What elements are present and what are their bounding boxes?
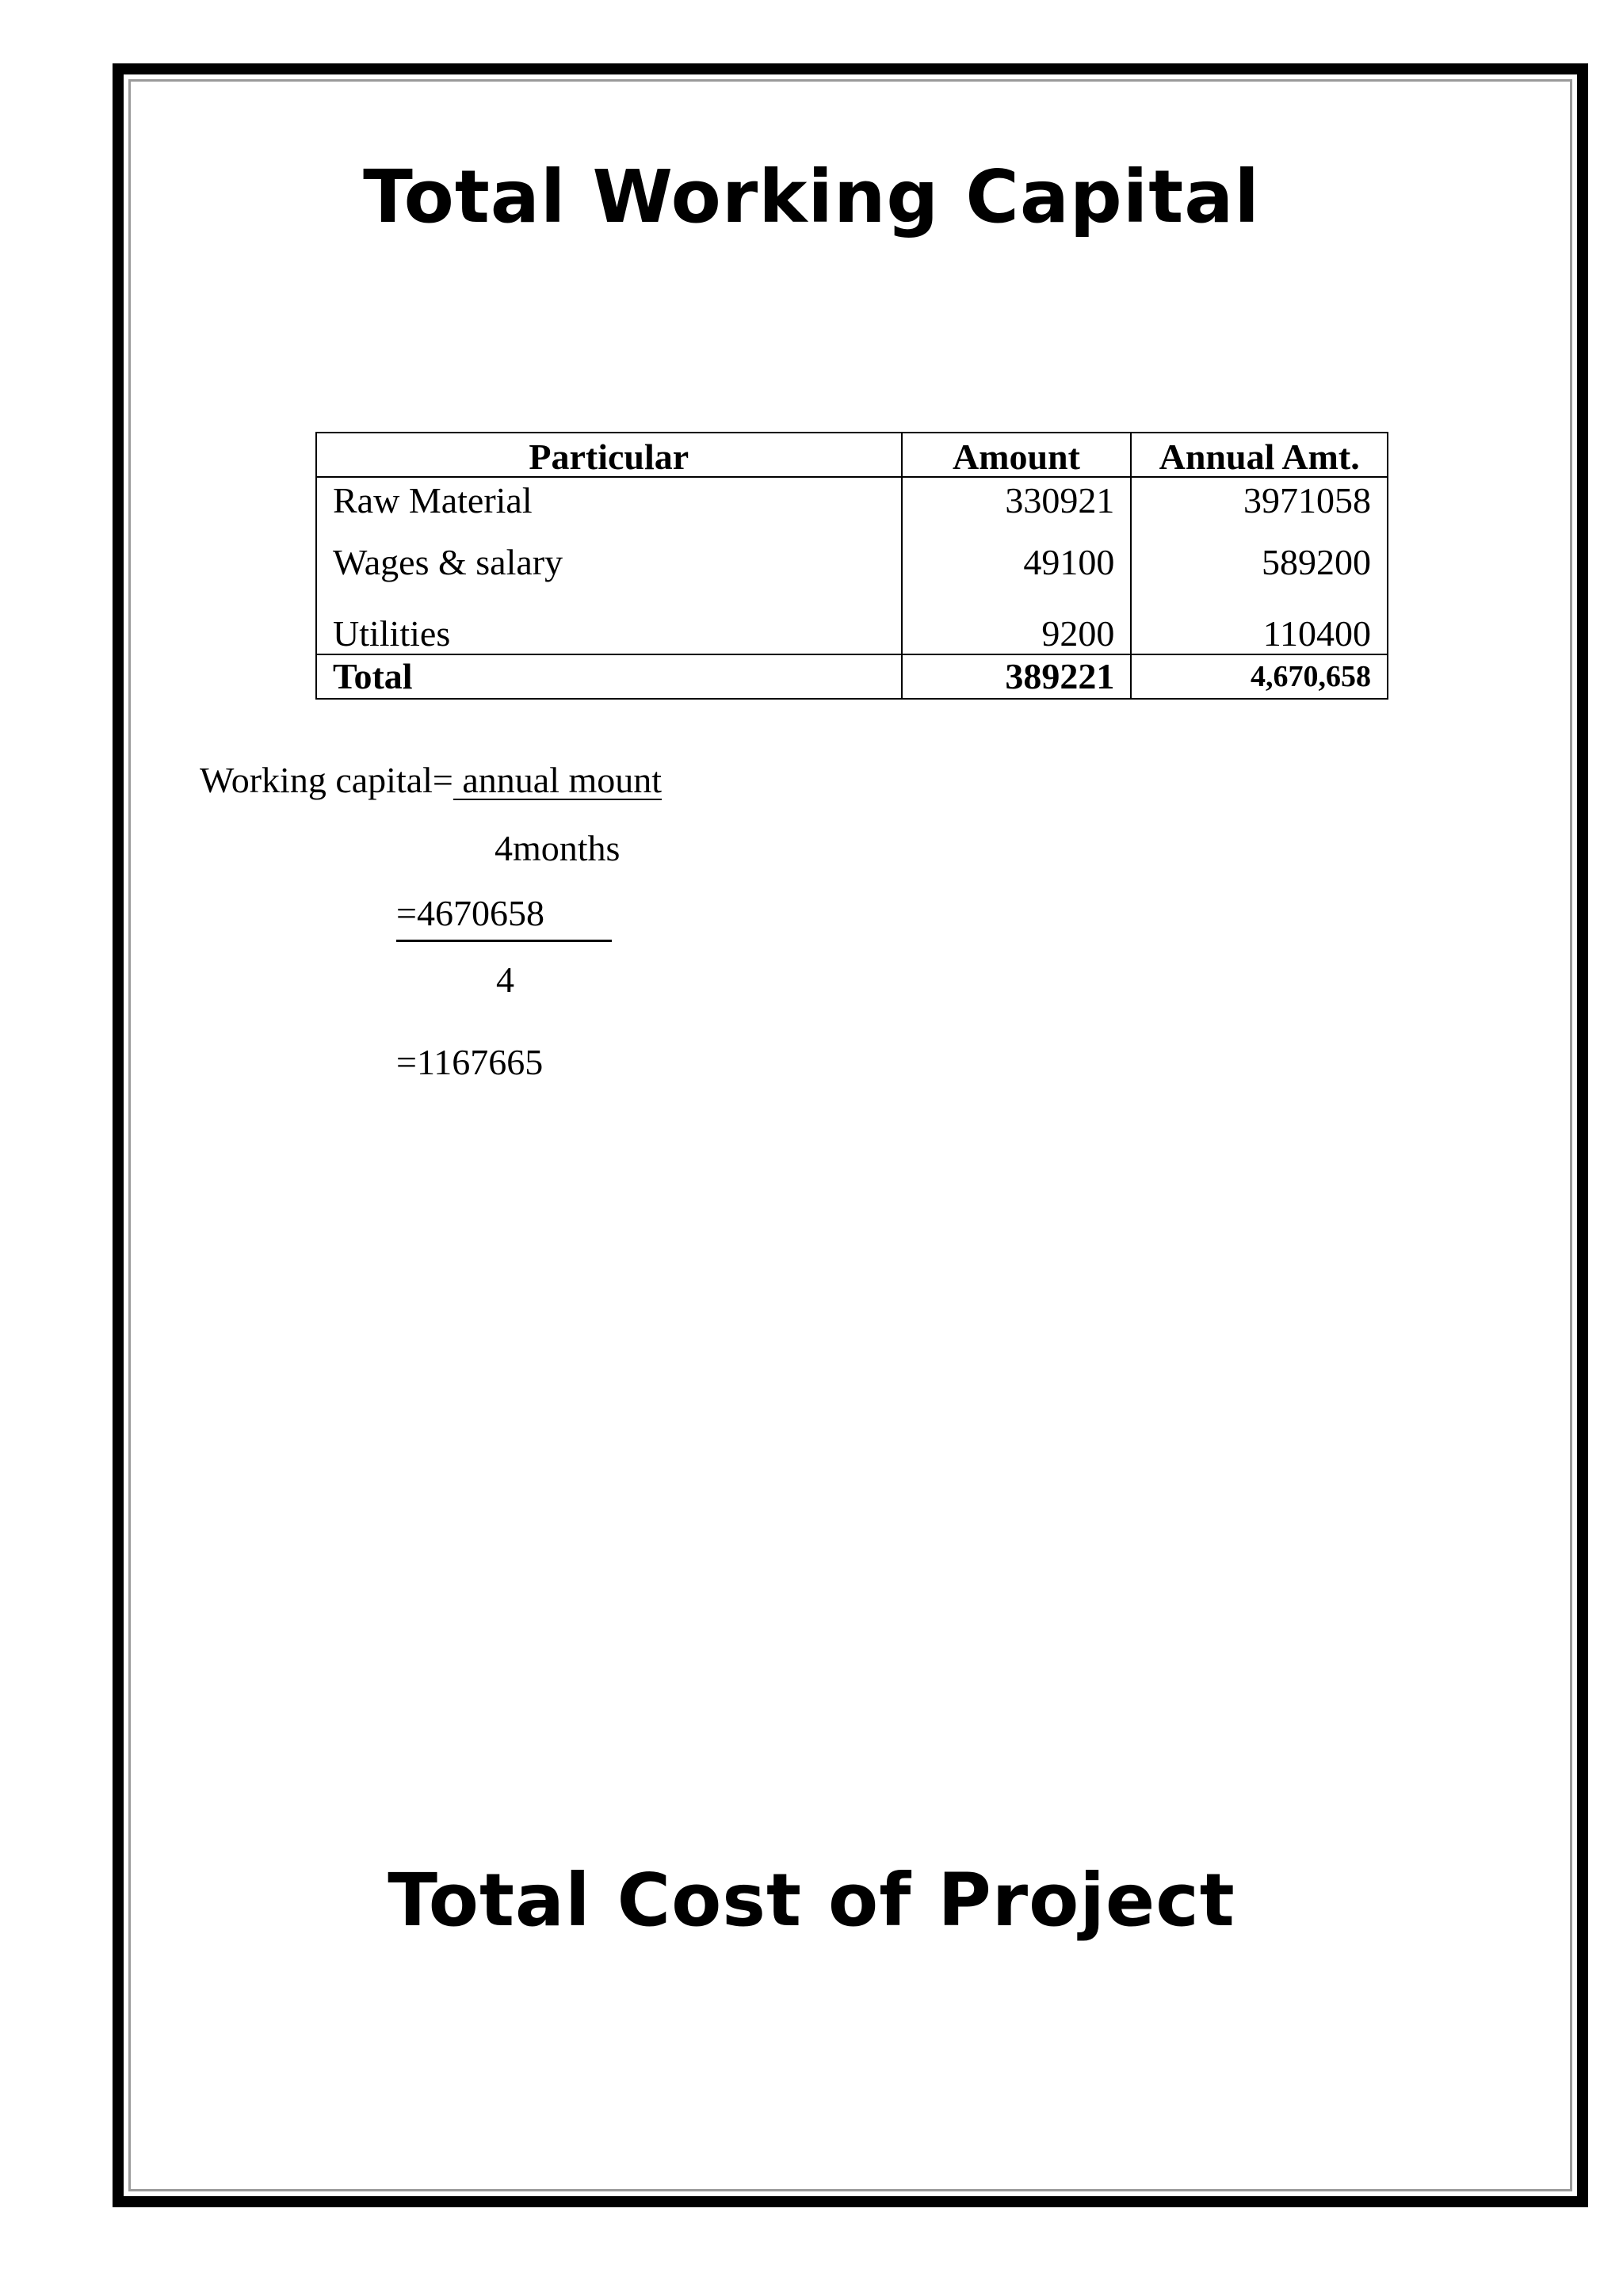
- fraction-divider: [396, 940, 612, 942]
- table-header-row: [316, 433, 1388, 477]
- cell-amount: 330921: [902, 477, 1132, 529]
- cell-annual: 110400: [1131, 596, 1388, 654]
- calc-divisor: 4: [496, 959, 514, 1000]
- table-row: [316, 477, 1388, 529]
- page-title-total-cost: Total Cost of Project: [388, 1858, 1235, 1943]
- cell-particular: Wages & salary: [316, 529, 902, 596]
- cell-amount: 9200: [902, 596, 1132, 654]
- formula-numerator: annual mount: [453, 760, 663, 800]
- total-amount: 389221: [902, 654, 1132, 699]
- page-title-working-capital: Total Working Capital: [363, 154, 1260, 239]
- formula-label: Working capital=: [200, 760, 453, 800]
- table-row: [316, 596, 1388, 654]
- working-capital-table: [315, 432, 1388, 700]
- cell-particular: Utilities: [316, 596, 902, 654]
- cell-annual: 589200: [1131, 529, 1388, 596]
- total-label: Total: [316, 654, 902, 699]
- calc-result: =1167665: [396, 1042, 544, 1082]
- cell-annual: 3971058: [1131, 477, 1388, 529]
- total-annual: 4,670,658: [1131, 654, 1388, 699]
- calc-dividend: =4670658: [396, 893, 544, 933]
- header-particular: Particular: [316, 433, 902, 477]
- table-row: [316, 529, 1388, 596]
- cell-particular: Raw Material: [316, 477, 902, 529]
- table-total-row: [316, 654, 1388, 699]
- cell-amount: 49100: [902, 529, 1132, 596]
- working-capital-formula: [200, 762, 662, 799]
- header-amount: Amount: [902, 433, 1132, 477]
- formula-denominator: 4months: [495, 828, 621, 868]
- header-annual-amt: Annual Amt.: [1131, 433, 1388, 477]
